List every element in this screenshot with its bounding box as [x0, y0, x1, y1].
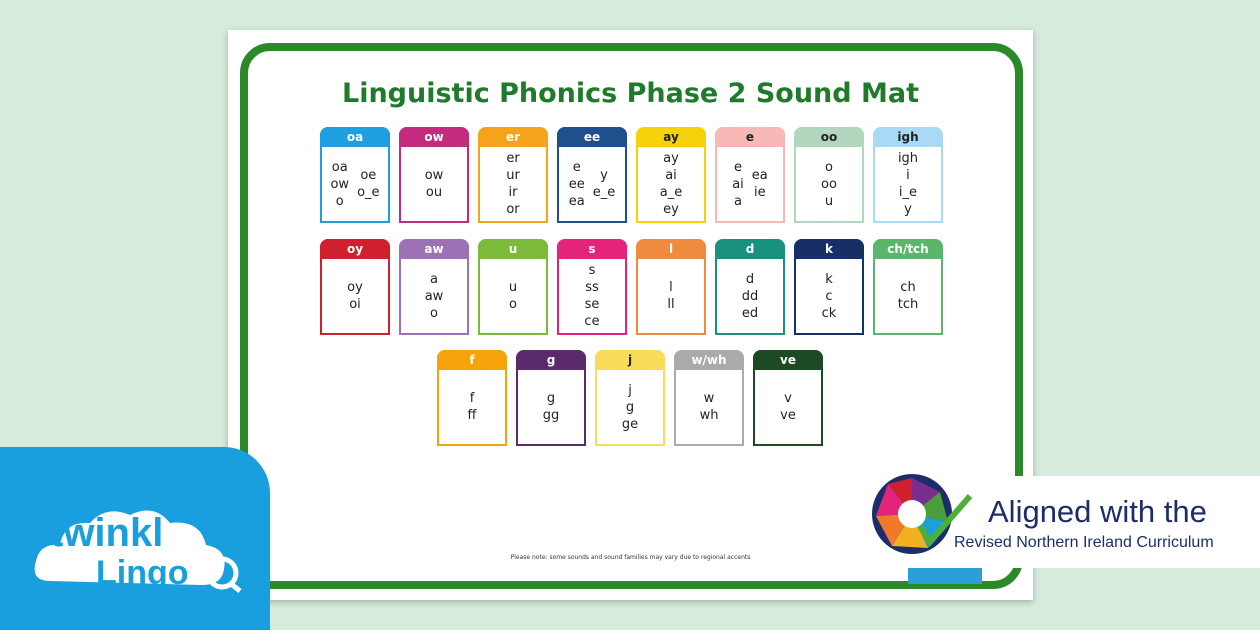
spelling: ve — [780, 408, 796, 423]
spelling: k — [825, 271, 833, 287]
spelling: ie — [753, 185, 766, 200]
sound-card — [636, 239, 706, 335]
sound-card-spellings — [676, 370, 742, 444]
sound-card-spellings — [717, 259, 783, 333]
mat-title: Linguistic Phonics Phase 2 Sound Mat — [342, 78, 919, 109]
spelling: f — [469, 391, 475, 406]
sound-card — [437, 350, 507, 446]
spelling: ch — [900, 280, 916, 295]
sound-card-header: igh — [873, 127, 943, 147]
spelling: ge — [621, 416, 639, 432]
sound-card-spellings — [480, 259, 546, 333]
spelling: g — [546, 391, 556, 406]
sound-card — [516, 350, 586, 446]
sound-card — [715, 239, 785, 335]
speech-bubble-icon — [200, 553, 244, 593]
spelling: a — [430, 271, 438, 287]
sound-card-header: er — [478, 127, 548, 147]
spelling: ey — [663, 202, 679, 217]
spelling: v — [784, 391, 792, 406]
sound-card-header: oa — [320, 127, 390, 147]
sound-card-spellings — [518, 370, 584, 444]
spelling: j — [628, 382, 632, 398]
sound-card-header: f — [437, 350, 507, 370]
sound-card-header: l — [636, 239, 706, 259]
spelling: ed — [741, 305, 759, 321]
brand-name-top: twinkl — [50, 511, 164, 555]
spelling: ck — [821, 305, 837, 321]
spelling: o_e — [357, 185, 380, 200]
spelling: ou — [425, 185, 443, 200]
sound-card-spellings — [322, 259, 388, 333]
spelling: c — [825, 288, 833, 304]
sound-card-spellings — [401, 147, 467, 221]
spelling: ea — [751, 168, 768, 183]
sound-card-header: e — [715, 127, 785, 147]
sound-card-header: ch/tch — [873, 239, 943, 259]
spelling: oy — [347, 280, 363, 295]
spelling: d — [745, 271, 755, 287]
sound-card-spellings — [875, 259, 941, 333]
spelling: ea — [568, 193, 585, 209]
spelling: tch — [897, 297, 919, 312]
sound-card-header: s — [557, 239, 627, 259]
spelling: ss — [585, 280, 599, 295]
spelling: i — [906, 168, 910, 183]
sound-card-spellings — [439, 370, 505, 444]
sound-card-header: ow — [399, 127, 469, 147]
sound-card-header: ay — [636, 127, 706, 147]
spelling: u — [824, 193, 834, 209]
spelling: oe — [360, 168, 377, 183]
spelling: ow — [424, 168, 444, 183]
sound-card-spellings — [875, 147, 941, 221]
sound-card — [794, 127, 864, 223]
accent-note: Please note: some sounds and sound families may vary due to regional accents — [510, 554, 751, 561]
spelling: o — [509, 297, 517, 312]
spelling: oo — [821, 176, 837, 192]
banner-line-1: Aligned with the — [988, 494, 1207, 529]
sound-card — [557, 239, 627, 335]
spelling: ow — [330, 176, 350, 192]
brand-name-bottom: Lingo — [96, 554, 189, 592]
sound-card-header: ve — [753, 350, 823, 370]
sound-card — [873, 239, 943, 335]
banner-line-2: Revised Northern Ireland Curriculum — [954, 534, 1214, 551]
spelling: i_e — [898, 185, 918, 200]
sound-card — [715, 127, 785, 223]
sound-card-spellings — [638, 147, 704, 221]
spelling: or — [506, 202, 520, 217]
sound-card-spellings — [597, 370, 663, 444]
spelling: oa — [331, 159, 348, 175]
sound-card — [320, 127, 390, 223]
spelling: ff — [467, 408, 477, 423]
sound-card-spellings — [401, 259, 467, 333]
spelling: ll — [667, 297, 675, 312]
spelling: ay — [663, 151, 679, 166]
twinkl-lingo-logo — [0, 447, 270, 630]
spelling: u — [508, 280, 518, 295]
spelling: l — [669, 280, 673, 295]
sound-card-header: w/wh — [674, 350, 744, 370]
sound-card-spellings — [717, 147, 783, 221]
spelling: ai — [665, 168, 677, 183]
sound-card-header: u — [478, 239, 548, 259]
sound-card — [636, 127, 706, 223]
spelling: o — [825, 159, 833, 175]
spelling: y — [904, 202, 912, 217]
sound-card-header: oo — [794, 127, 864, 147]
spelling: dd — [741, 288, 759, 304]
sound-card-header: d — [715, 239, 785, 259]
spelling: o — [335, 193, 344, 209]
sound-card — [399, 239, 469, 335]
sound-card — [557, 127, 627, 223]
spelling: wh — [699, 408, 719, 423]
sound-card-spellings — [559, 147, 625, 221]
sound-card-spellings — [480, 147, 546, 221]
spelling: gg — [542, 408, 560, 423]
spelling: g — [625, 399, 635, 415]
spelling: ur — [506, 168, 520, 183]
sound-card-header: g — [516, 350, 586, 370]
sound-card — [753, 350, 823, 446]
bottom-tab — [908, 566, 982, 584]
sound-card-spellings — [796, 259, 862, 333]
sound-card-header: k — [794, 239, 864, 259]
spelling: s — [588, 263, 596, 278]
spelling: ir — [508, 185, 518, 200]
sound-card — [873, 127, 943, 223]
spelling: ai — [732, 176, 744, 192]
sound-card — [399, 127, 469, 223]
sound-card — [674, 350, 744, 446]
sound-card-header: ee — [557, 127, 627, 147]
sound-card-spellings — [638, 259, 704, 333]
sound-card-spellings — [755, 370, 821, 444]
spelling: e_e — [592, 185, 616, 200]
spelling: igh — [897, 151, 919, 166]
spelling: e — [572, 159, 581, 175]
spelling: w — [703, 391, 715, 406]
spelling: o — [430, 305, 438, 321]
sound-card-spellings — [559, 259, 625, 333]
spelling: a — [734, 193, 742, 209]
spelling: y — [600, 168, 608, 183]
sound-card-spellings — [322, 147, 388, 221]
sound-card-header: aw — [399, 239, 469, 259]
spelling: e — [734, 159, 742, 175]
sound-card-header: oy — [320, 239, 390, 259]
spelling: ce — [584, 314, 600, 329]
spelling: ee — [568, 176, 585, 192]
spelling: aw — [424, 288, 444, 304]
spelling: er — [506, 151, 520, 166]
sound-card — [320, 239, 390, 335]
spelling: oi — [349, 297, 361, 312]
sound-card-spellings — [796, 147, 862, 221]
sound-card — [794, 239, 864, 335]
sound-card — [595, 350, 665, 446]
sound-card — [478, 239, 548, 335]
sound-card-header: j — [595, 350, 665, 370]
spelling: a_e — [659, 185, 683, 200]
sound-card — [478, 127, 548, 223]
spelling: se — [584, 297, 600, 312]
